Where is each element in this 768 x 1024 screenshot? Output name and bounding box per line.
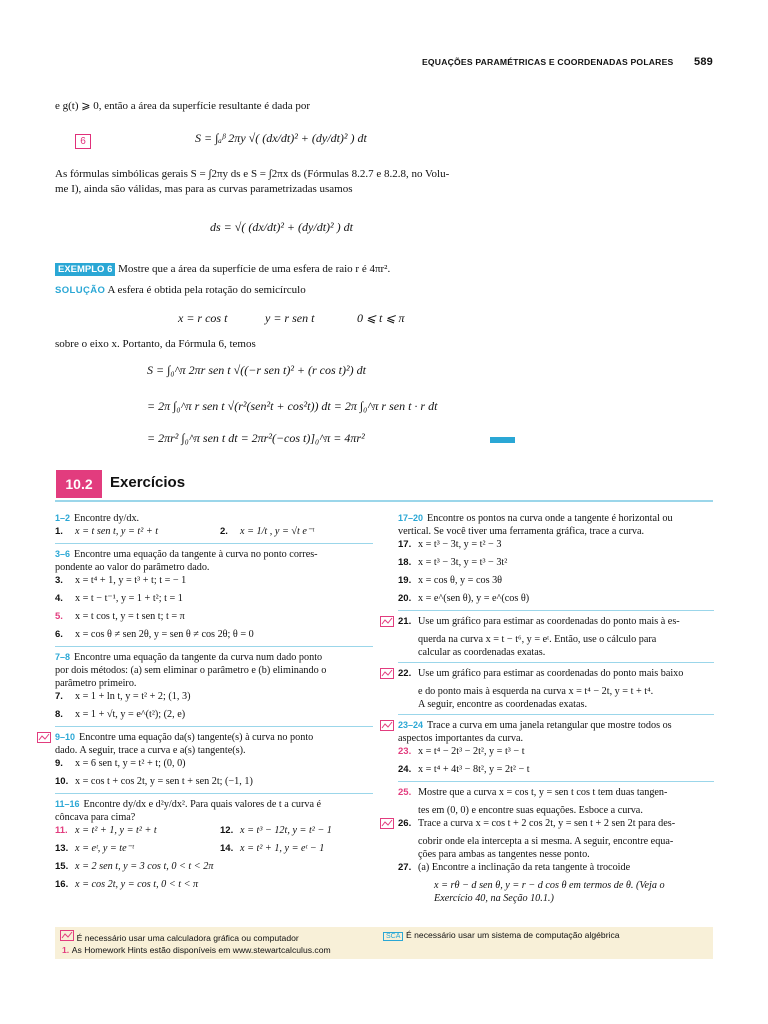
exercise-item	[398, 745, 714, 758]
exercise-text-line: A seguir, encontre as coordenadas exatas.	[418, 699, 588, 710]
exercise-number: 22.	[398, 668, 412, 679]
exercise-number: 11.	[55, 825, 68, 836]
surface-eq-3: = 2πr² ∫₀^π sen t dt = 2πr²(−cos t)]₀^π = 4πr²	[147, 431, 365, 445]
exercise-item-pair	[55, 824, 373, 837]
exercise-item-pair	[55, 842, 373, 855]
exercise-number: 8.	[55, 709, 63, 720]
exercise-number: 25.	[398, 787, 412, 798]
exercise-text-line: ções para ambas as tangentes nesse ponto.	[418, 849, 590, 860]
header-title: EQUAÇÕES PARAMÉTRICAS E COORDENADAS POLARES	[421, 57, 674, 67]
hints-legend	[62, 945, 331, 956]
exercise-expression: x = t³ − 3t, y = t³ − 3t²	[418, 557, 508, 568]
exercise-expression: x = t³ − 3t, y = t² − 3	[418, 539, 502, 550]
exercise-text-line: x = rθ − d sen θ, y = r − d cos θ em termos de θ. (Veja o	[434, 880, 665, 891]
surface-eq-1: S = ∫₀^π 2πr sen t √((−r sen t)² + (r cos t)²) dt	[147, 363, 366, 377]
exercise-expression: x = cos 2t, y = cos t, 0 < t < π	[75, 879, 199, 890]
exercise-item	[398, 667, 714, 680]
exercise-item-pair	[55, 525, 373, 538]
exercise-item-pair	[55, 860, 373, 873]
exercise-group-heading	[55, 798, 373, 811]
sca-icon: SCA	[383, 932, 403, 941]
exercise-expression: x = t⁴ + 4t³ − 8t², y = 2t² − t	[418, 764, 530, 775]
end-of-example-mark	[490, 437, 515, 443]
exercise-number: 27.	[398, 862, 412, 873]
exercise-expression: x = cos θ, y = cos 3θ	[418, 575, 503, 586]
exercise-text-line: parâmetro primeiro.	[55, 678, 137, 689]
exercise-range: 11–16	[55, 799, 80, 809]
exercise-group-heading	[55, 512, 373, 525]
exercise-range: 17–20	[398, 513, 424, 523]
exercise-number: 5.	[55, 611, 63, 622]
column-rule	[398, 662, 714, 663]
column-rule	[398, 781, 714, 782]
graph-legend-text: É necessário usar uma calculadora gráfica ou computador	[76, 933, 299, 943]
exercise-text-line: aspectos importantes da curva.	[398, 733, 524, 744]
exercise-expression: x = cos θ ≠ sen 2θ, y = sen θ ≠ cos 2θ; θ = 0	[75, 629, 254, 640]
page-number: 589	[694, 56, 713, 68]
exercise-range: 1–2	[55, 513, 71, 523]
paragraph-line-1: As fórmulas simbólicas gerais S = ∫2πy ds e S = ∫2πx ds (Fórmulas 8.2.7 e 8.2.8, no Volu-	[55, 168, 450, 180]
exercise-number: 13.	[55, 843, 69, 854]
exercise-number: 4.	[55, 593, 63, 604]
exercise-group-heading	[55, 548, 373, 561]
exercise-text-line: pondente ao valor do parâmetro dado.	[55, 562, 210, 573]
running-header	[422, 56, 713, 68]
exercise-expression: x = t⁴ − 2t³ − 2t², y = t³ − t	[418, 746, 525, 757]
exercise-instruction: Encontre os pontos na curva onde a tangente é horizontal ou	[427, 513, 673, 524]
exercise-instruction: Encontre dy/dx e d²y/dx². Para quais valores de t a curva é	[83, 799, 322, 810]
exercise-expression: x = 1 + ln t, y = t² + 2; (1, 3)	[75, 691, 191, 702]
exercise-cell	[55, 525, 220, 538]
exercise-group-heading	[55, 651, 373, 664]
exercise-item	[398, 592, 714, 605]
solution-line	[55, 284, 306, 296]
ds-formula: ds = √( (dx/dt)² + (dy/dt)² ) dt	[210, 220, 353, 234]
hint-number: 1.	[62, 945, 70, 955]
exercise-number: 12.	[220, 825, 234, 836]
exercise-number: 1.	[55, 526, 63, 537]
exercise-text-line: côncava para cima?	[55, 812, 136, 823]
exercise-cell	[220, 843, 324, 854]
example-label: EXEMPLO 6	[55, 263, 115, 276]
exercise-instruction: Trace a curva em uma janela retangular que mostre todos os	[427, 720, 672, 731]
column-rule	[55, 793, 373, 794]
exercise-number: 21.	[398, 616, 412, 627]
exercise-cell	[55, 878, 220, 891]
exercise-cell	[55, 860, 220, 873]
exercise-item	[55, 708, 373, 721]
exercise-instruction: Encontre uma equação da(s) tangente(s) à curva no ponto	[79, 732, 314, 743]
exercise-expression: x = t sen t, y = t² + t	[75, 526, 159, 537]
exercise-text-line: calcular as coordenadas exatas.	[418, 647, 546, 658]
exercise-expression: Use um gráfico para estimar as coordenadas do ponto mais à es-	[418, 616, 680, 627]
section-title: Exercícios	[110, 474, 186, 491]
exercise-item	[398, 786, 714, 799]
solution-text: A esfera é obtida pela rotação do semicírculo	[107, 284, 306, 296]
exercise-expression: x = eᵗ, y = te⁻ᵗ	[75, 843, 134, 854]
exercise-group-heading	[398, 512, 714, 525]
exercise-number: 20.	[398, 593, 412, 604]
exercise-range: 9–10	[55, 732, 76, 742]
exercise-expression: x = 1/t , y = √t e⁻ᵗ	[240, 526, 314, 537]
surface-eq-2: = 2π ∫₀^π r sen t √(r²(sen²t + cos²t)) dt = 2π ∫₀^π r sen t · r dt	[147, 399, 438, 413]
exercise-expression: (a) Encontre a inclinação da reta tangente à trocoide	[418, 862, 631, 873]
column-rule	[55, 646, 373, 647]
exercise-range: 23–24	[398, 720, 424, 730]
column-rule	[398, 610, 714, 611]
exercise-number: 24.	[398, 764, 412, 775]
exercise-expression: x = 1 + √t, y = e^(t²); (2, e)	[75, 709, 186, 720]
exercise-item	[55, 757, 373, 770]
hint-text: As Homework Hints estão disponíveis em www.stewartcalculus.com	[71, 945, 331, 955]
graph-legend	[60, 930, 299, 944]
exercise-range: 7–8	[55, 652, 71, 662]
sca-legend	[383, 930, 620, 942]
after-param-line: sobre o eixo x. Portanto, da Fórmula 6, temos	[55, 338, 256, 350]
exercise-number: 23.	[398, 746, 412, 757]
exercise-item	[398, 574, 714, 587]
graphing-calculator-icon	[380, 818, 394, 829]
exercise-number: 9.	[55, 758, 63, 769]
solution-label: SOLUÇÃO	[55, 285, 106, 296]
exercise-number: 15.	[55, 861, 69, 872]
exercise-item	[55, 592, 373, 605]
exercise-item	[398, 615, 714, 628]
exercise-expression: x = cos t + cos 2t, y = sen t + sen 2t; (−1, 1)	[75, 776, 253, 787]
param-range: 0 ⩽ t ⩽ π	[357, 311, 405, 325]
exercise-item	[398, 763, 714, 776]
exercise-cell	[55, 842, 220, 855]
exercise-number: 17.	[398, 539, 412, 550]
column-rule	[55, 543, 373, 544]
exercise-expression: Trace a curva x = cos t + 2 cos 2t, y = sen t + 2 sen 2t para des-	[418, 818, 676, 829]
graphing-calculator-icon	[60, 930, 74, 941]
graphing-calculator-icon	[380, 616, 394, 627]
exercise-range: 3–6	[55, 549, 71, 559]
exercise-number: 7.	[55, 691, 63, 702]
exercise-text-line: querda na curva x = t − t⁶, y = eᵗ. Então, use o cálculo para	[418, 634, 657, 645]
exercise-item	[55, 574, 373, 587]
exercise-text-line: tes em (0, 0) e encontre suas equações. Esboce a curva.	[418, 805, 643, 816]
exercise-expression: x = t² + 1, y = t² + t	[75, 825, 157, 836]
exercise-item	[398, 556, 714, 569]
example-6	[55, 263, 390, 275]
formula-number: 6	[75, 134, 91, 149]
graphing-calculator-icon	[37, 732, 51, 743]
column-rule	[398, 714, 714, 715]
exercises-right-column	[398, 512, 714, 905]
exercise-item	[55, 690, 373, 703]
exercise-number: 18.	[398, 557, 412, 568]
exercise-instruction: Encontre uma equação da tangente à curva no ponto corres-	[74, 549, 318, 560]
exercise-expression: Mostre que a curva x = cos t, y = sen t cos t tem duas tangen-	[418, 787, 668, 798]
exercise-expression: x = t³ − 12t, y = t² − 1	[240, 825, 332, 836]
exercise-number: 6.	[55, 629, 63, 640]
exercise-number: 2.	[220, 526, 228, 537]
graphing-calculator-icon	[380, 668, 394, 679]
exercise-item	[398, 538, 714, 551]
exercise-number: 26.	[398, 818, 412, 829]
example-text: Mostre que a área da superfície de uma esfera de raio r é 4πr².	[118, 263, 391, 275]
intro-line: e g(t) ⩾ 0, então a área da superfície resultante é dada por	[55, 100, 311, 112]
exercise-number: 16.	[55, 879, 69, 890]
exercise-text-line: por dois métodos: (a) sem eliminar o parâmetro e (b) eliminando o	[55, 665, 327, 676]
exercises-left-column	[55, 512, 373, 896]
sca-legend-text: É necessário usar um sistema de computação algébrica	[406, 930, 620, 940]
paragraph-line-2: me I), ainda são válidas, mas para as curvas parametrizadas usamos	[55, 183, 353, 195]
exercise-text-line: Exercício 40, na Seção 10.1.)	[434, 893, 554, 904]
exercise-cell	[220, 526, 314, 537]
exercise-cell	[220, 825, 332, 836]
exercise-instruction: Encontre uma equação da tangente da curva num dado ponto	[74, 652, 323, 663]
exercise-cell	[55, 824, 220, 837]
section-number: 10.2	[56, 470, 102, 498]
exercise-expression: x = t cos t, y = t sen t; t = π	[75, 611, 185, 622]
exercise-expression: x = t − t⁻¹, y = 1 + t²; t = 1	[75, 593, 183, 604]
exercise-item	[398, 861, 714, 874]
exercise-text-line: dado. A seguir, trace a curva e a(s) tangente(s).	[55, 745, 246, 756]
exercise-group-heading	[55, 731, 373, 744]
exercise-expression: Use um gráfico para estimar as coordenadas do ponto mais baixo	[418, 668, 684, 679]
exercise-item	[55, 610, 373, 623]
exercise-number: 10.	[55, 776, 69, 787]
exercise-instruction: Encontre dy/dx.	[74, 513, 140, 524]
graphing-calculator-icon	[380, 720, 394, 731]
exercise-group-heading	[398, 719, 714, 732]
column-rule	[55, 726, 373, 727]
exercise-text-line: cobrir onde ela intercepta a si mesma. A seguir, encontre equa-	[418, 836, 674, 847]
exercise-expression: x = t⁴ + 1, y = t³ + t; t = − 1	[75, 575, 187, 586]
formula-6: S = ∫ₐᵝ 2πy √( (dx/dt)² + (dy/dt)² ) dt	[195, 131, 367, 145]
exercise-number: 19.	[398, 575, 412, 586]
exercise-text-line: vertical. Se você tiver uma ferramenta gráfica, trace a curva.	[398, 526, 645, 537]
exercise-expression: x = e^(sen θ), y = e^(cos θ)	[418, 593, 530, 604]
exercise-item	[55, 775, 373, 788]
exercise-expression: x = 6 sen t, y = t² + t; (0, 0)	[75, 758, 186, 769]
exercise-number: 14.	[220, 843, 234, 854]
exercise-item-pair	[55, 878, 373, 891]
exercise-item	[55, 628, 373, 641]
exercise-number: 3.	[55, 575, 63, 586]
exercise-text-line: e do ponto mais à esquerda na curva x = t⁴ − 2t, y = t + t⁴.	[418, 686, 654, 697]
exercise-item	[398, 817, 714, 830]
param-y: y = r sen t	[265, 311, 315, 325]
exercise-expression: x = 2 sen t, y = 3 cos t, 0 < t < 2π	[75, 861, 214, 872]
param-x: x = r cos t	[178, 311, 228, 325]
exercise-expression: x = t² + 1, y = eᵗ − 1	[240, 843, 325, 854]
